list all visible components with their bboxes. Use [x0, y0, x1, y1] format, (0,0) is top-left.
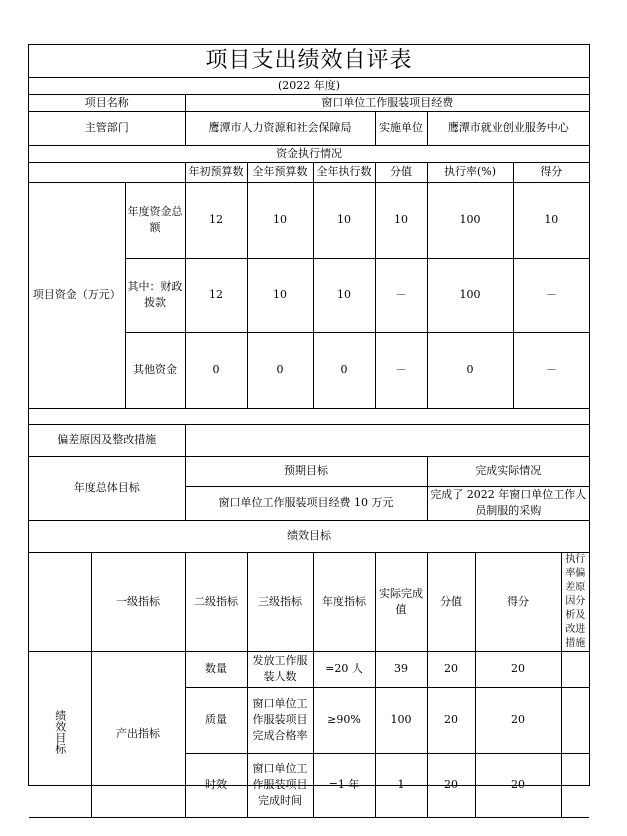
fund-cell: 0	[247, 332, 313, 408]
actual-situation-label: 完成实际情况	[427, 456, 589, 486]
dept-label: 主管部门	[29, 111, 185, 145]
fund-cell: 0	[427, 332, 513, 408]
fund-cell: 0	[313, 332, 375, 408]
perf-actual: 100	[375, 687, 427, 753]
perf-level2: 质量	[185, 687, 247, 753]
perf-note	[561, 687, 589, 753]
fund-cell: 10	[247, 258, 313, 332]
perf-level3: 窗口单位工作服装项目完成时间	[247, 753, 313, 817]
perf-group-label	[29, 651, 91, 817]
perf-note	[561, 651, 589, 687]
fund-header-blank	[29, 162, 185, 182]
perf-level2: 数量	[185, 651, 247, 687]
perf-header: 执行率偏差原因分析及改进措施	[561, 552, 589, 651]
perf-score-value: 20	[427, 687, 475, 753]
fund-header: 得分	[513, 162, 589, 182]
perf-score-value: 20	[427, 651, 475, 687]
impl-label: 实施单位	[375, 111, 427, 145]
perf-note	[561, 753, 589, 817]
perf-header: 实际完成值	[375, 552, 427, 651]
perf-target: =20 人	[313, 651, 375, 687]
perf-score: 20	[475, 687, 561, 753]
perf-level2: 时效	[185, 753, 247, 817]
performance-self-evaluation-form	[28, 44, 590, 807]
fund-cell: 0	[185, 332, 247, 408]
fund-header: 年初预算数	[185, 162, 247, 182]
perf-header: 得分	[475, 552, 561, 651]
perf-section-label: 绩效目标	[29, 520, 589, 552]
expected-goal-label: 预期目标	[185, 456, 427, 486]
fund-header: 全年执行数	[313, 162, 375, 182]
expected-goal-value: 窗口单位工作服装项目经费 10 万元	[185, 486, 427, 520]
perf-target: ≥90%	[313, 687, 375, 753]
fund-cell: －	[375, 258, 427, 332]
dept-value: 鹰潭市人力资源和社会保障局	[185, 111, 375, 145]
perf-score: 20	[475, 753, 561, 817]
perf-header-blank	[29, 552, 91, 651]
fund-cell: 10	[313, 258, 375, 332]
perf-header: 二级指标	[185, 552, 247, 651]
fund-cell: 10	[513, 182, 589, 258]
fund-cell: 12	[185, 182, 247, 258]
fund-header: 全年预算数	[247, 162, 313, 182]
fund-cell: 12	[185, 258, 247, 332]
perf-group-label-text: 绩效目标	[53, 709, 67, 754]
fund-row-label: 其中：财政拨款	[125, 258, 185, 332]
project-name-label: 项目名称	[29, 94, 185, 111]
deviation-label: 偏差原因及整改措施	[29, 424, 185, 456]
fund-cell: －	[375, 332, 427, 408]
perf-actual: 1	[375, 753, 427, 817]
perf-level3: 发放工作服装人数	[247, 651, 313, 687]
fund-row-label: 其他资金	[125, 332, 185, 408]
perf-level3: 窗口单位工作服装项目完成合格率	[247, 687, 313, 753]
perf-score-value: 20	[427, 753, 475, 817]
fund-header: 分值	[375, 162, 427, 182]
fund-cell: －	[513, 258, 589, 332]
fund-cell: 100	[427, 182, 513, 258]
fund-cell: 10	[313, 182, 375, 258]
fund-cell: －	[513, 332, 589, 408]
fund-cell: 10	[375, 182, 427, 258]
year-label: (2022 年度)	[29, 77, 589, 94]
fund-header: 执行率(%)	[427, 162, 513, 182]
perf-header: 分值	[427, 552, 475, 651]
fund-section-label: 资金执行情况	[29, 145, 589, 162]
evaluation-table	[29, 45, 589, 818]
spacer-row	[29, 408, 589, 424]
perf-level1: 产出指标	[91, 651, 185, 817]
perf-score: 20	[475, 651, 561, 687]
perf-header: 三级指标	[247, 552, 313, 651]
deviation-value	[185, 424, 589, 456]
perf-header: 一级指标	[91, 552, 185, 651]
annual-goal-label: 年度总体目标	[29, 456, 185, 520]
fund-cell: 100	[427, 258, 513, 332]
perf-header: 年度指标	[313, 552, 375, 651]
perf-target: =1 年	[313, 753, 375, 817]
project-name-value: 窗口单位工作服装项目经费	[185, 94, 589, 111]
fund-group-label: 项目资金（万元）	[29, 182, 125, 408]
perf-actual: 39	[375, 651, 427, 687]
form-title: 项目支出绩效自评表	[29, 45, 589, 77]
fund-row-label: 年度资金总额	[125, 182, 185, 258]
impl-value: 鹰潭市就业创业服务中心	[427, 111, 589, 145]
actual-situation-value: 完成了 2022 年窗口单位工作人员制服的采购	[427, 486, 589, 520]
fund-cell: 10	[247, 182, 313, 258]
